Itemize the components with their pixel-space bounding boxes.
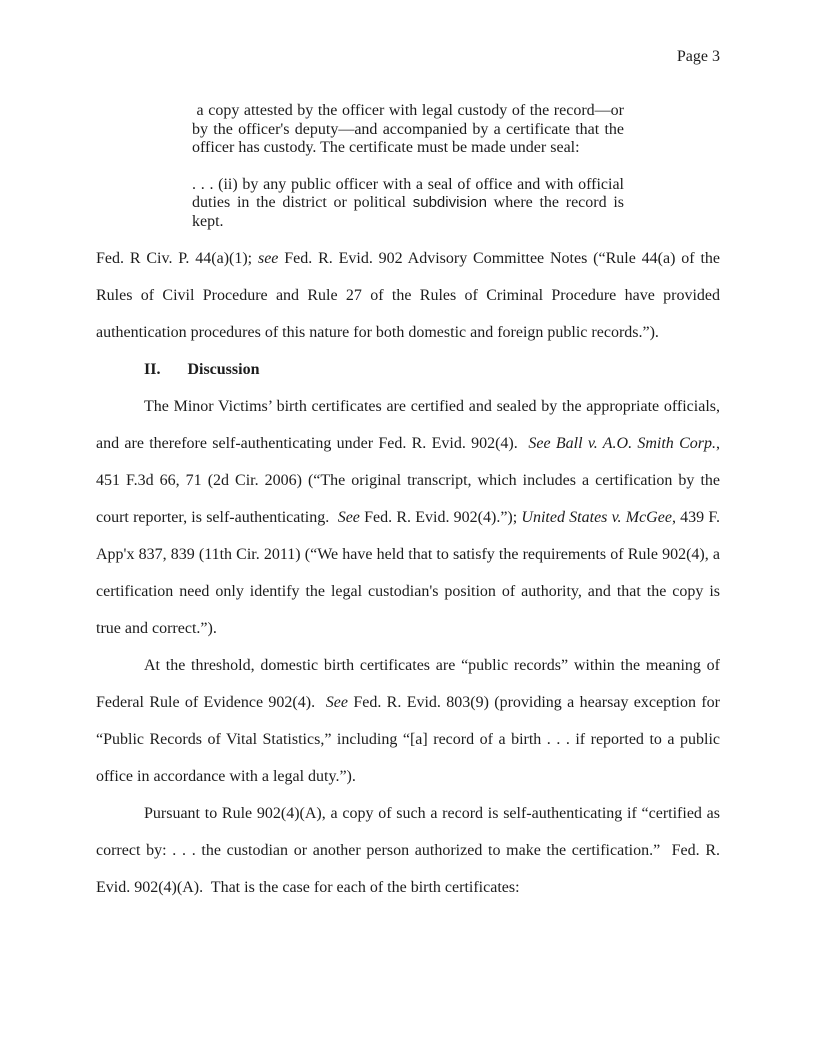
text-run: See xyxy=(325,694,348,711)
text-run: , 451 F.3d 66, 71 (2d Cir. 2006) (“The original transcript, which includes a certification by the court reporter, is self-authenticating. xyxy=(96,435,720,526)
text-run: At the threshold, domestic birth certificates are “public records” within the meaning of Federal Rule of Evidence 902(4). xyxy=(96,657,720,711)
block-quote-rule44-ii xyxy=(192,176,624,232)
text-run: United States v. McGee xyxy=(521,509,672,526)
discussion-paragraph-3 xyxy=(96,795,720,906)
section-heading xyxy=(96,351,720,388)
block-quote-rule44 xyxy=(192,102,624,158)
text-run: where the record is kept. xyxy=(192,194,624,230)
discussion-paragraph-2 xyxy=(96,647,720,795)
text-run: see xyxy=(257,250,279,267)
body-text xyxy=(96,240,720,906)
text-run: , 439 F. App'x 837, 839 (11th Cir. 2011) (“We have held that to satisfy the requirements of Rule 902(4), a certification need only identify the legal custodian's position of authority, and that the copy is true and correct.”). xyxy=(96,509,721,637)
text-run: Pursuant to Rule 902(4)(A), a copy of such a record is self-authenticating if “certified as correct by: . . . the custodian or another person authorized to make the certification.” Fed. R. Evid. 902(4)(A). That is the case for each of the birth certificates: xyxy=(96,805,720,896)
section-heading-numeral: II. xyxy=(144,361,161,378)
text-run: subdivision xyxy=(412,194,487,211)
citation-paragraph xyxy=(96,240,720,351)
text-run: See Ball v. A.O. Smith Corp. xyxy=(528,435,716,452)
text-run: a copy attested by the officer with legal custody of the record—or by the officer's deputy—and accompanied by a certificate that the officer has custody. The certificate must be made under seal: xyxy=(192,102,624,156)
text-run: Fed. R. Evid. 902(4).”); xyxy=(359,509,522,526)
text-run: Fed. R. Evid. 803(9) (providing a hearsay exception for “Public Records of Vital Statistics,” including “[a] record of a birth . . . if reported to a public office in accordance with a legal duty.”). xyxy=(96,694,721,785)
discussion-paragraph-1 xyxy=(96,388,720,647)
page-number: Page 3 xyxy=(676,48,720,65)
text-run: . . . (ii) by any public officer with a seal of office and with official duties in the district or political xyxy=(192,175,624,211)
text-run: The Minor Victims’ birth certificates are certified and sealed by the appropriate officials, and are therefore self-authenticating under Fed. R. Evid. 902(4). xyxy=(96,398,720,452)
section-heading-title: Discussion xyxy=(187,361,260,378)
text-run: See xyxy=(337,509,360,526)
text-run: Fed. R. Evid. 902 Advisory Committee Notes (“Rule 44(a) of the Rules of Civil Procedure and Rule 27 of the Rules of Criminal Procedure have provided authentication procedures of this nature for both domestic and foreign public records.”). xyxy=(96,250,720,341)
text-run: Fed. R Civ. P. 44(a)(1); xyxy=(96,250,258,267)
